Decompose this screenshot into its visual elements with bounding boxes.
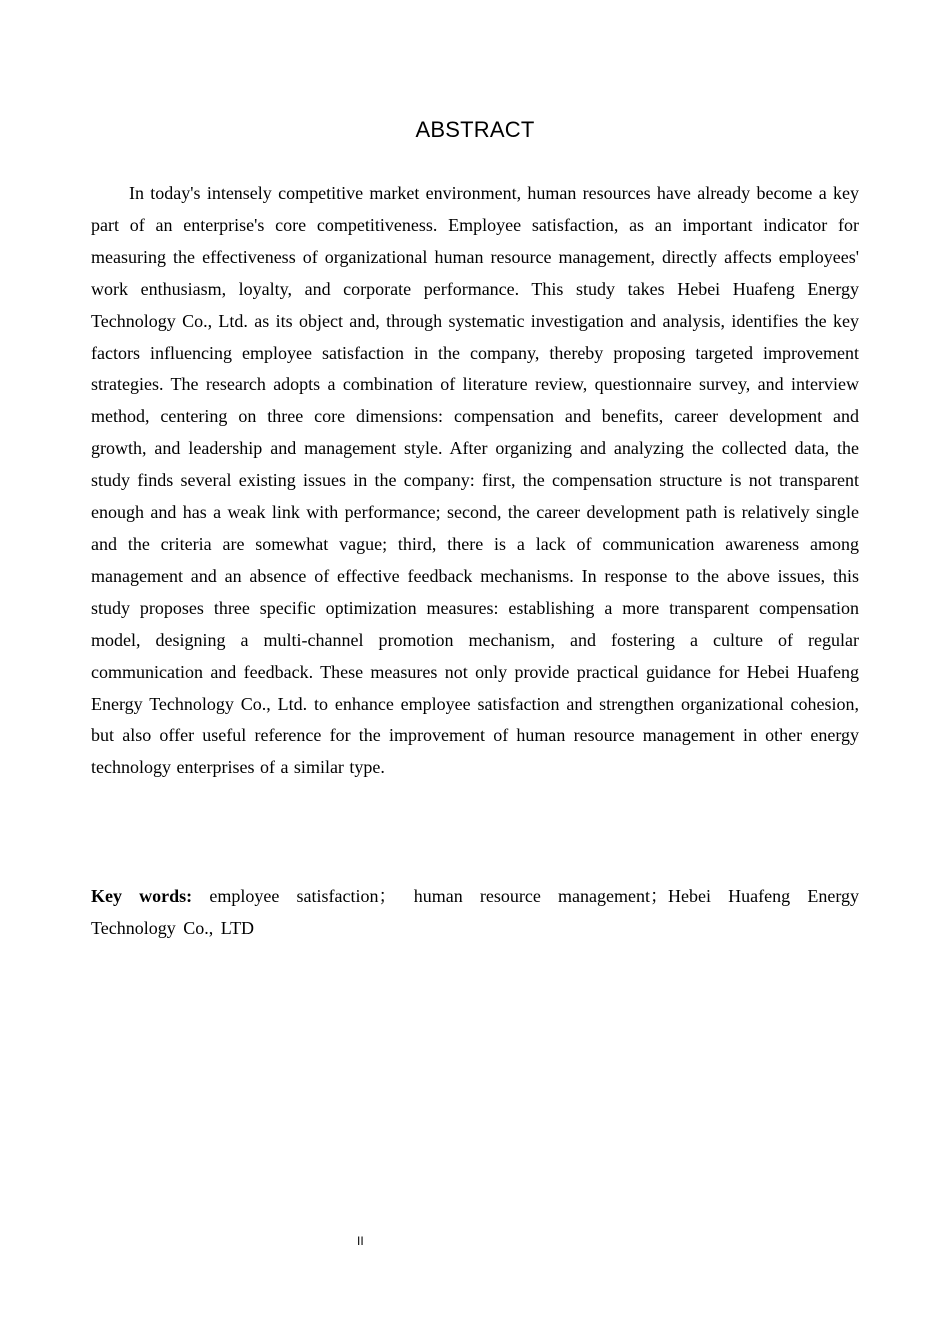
keywords-paragraph [91, 881, 859, 944]
keywords-label: Key words: [91, 886, 193, 906]
abstract-body: In today's intensely competitive market environment, human resources have already become a key part of an enterprise's core competitiveness. Employee satisfaction, as an important indicator for measuring the effectiveness of organizational human resource management, directly affects employees' work enthusiasm, loyalty, and corporate performance. This study takes Hebei Huafeng Energy Technology Co., Ltd. as its object and, through systematic investigation and analysis, identifies the key factors influencing employee satisfaction in the company, thereby proposing targeted improvement strategies. The research adopts a combination of literature review, questionnaire survey, and interview method, centering on three core dimensions: compensation and benefits, career development and growth, and leadership and management style. After organizing and analyzing the collected data, the study finds several existing issues in the company: first, the compensation structure is not transparent enough and has a weak link with performance; second, the career development path is relatively single and the criteria are somewhat vague; third, there is a lack of communication awareness among management and an absence of effective feedback mechanisms. In response to the above issues, this study proposes three specific optimization measures: establishing a more transparent compensation model, designing a multi-channel promotion mechanism, and fostering a culture of regular communication and feedback. These measures not only provide practical guidance for Hebei Huafeng Energy Technology Co., Ltd. to enhance employee satisfaction and strengthen organizational cohesion, but also offer useful reference for the improvement of human resource management in other energy technology enterprises of a similar type. [91, 183, 859, 778]
abstract-title: ABSTRACT [415, 117, 535, 142]
page-number: II [357, 1234, 364, 1248]
keywords-text: employee satisfaction； human resource management；Hebei Huafeng Energy Technology Co., LTD [91, 886, 859, 938]
